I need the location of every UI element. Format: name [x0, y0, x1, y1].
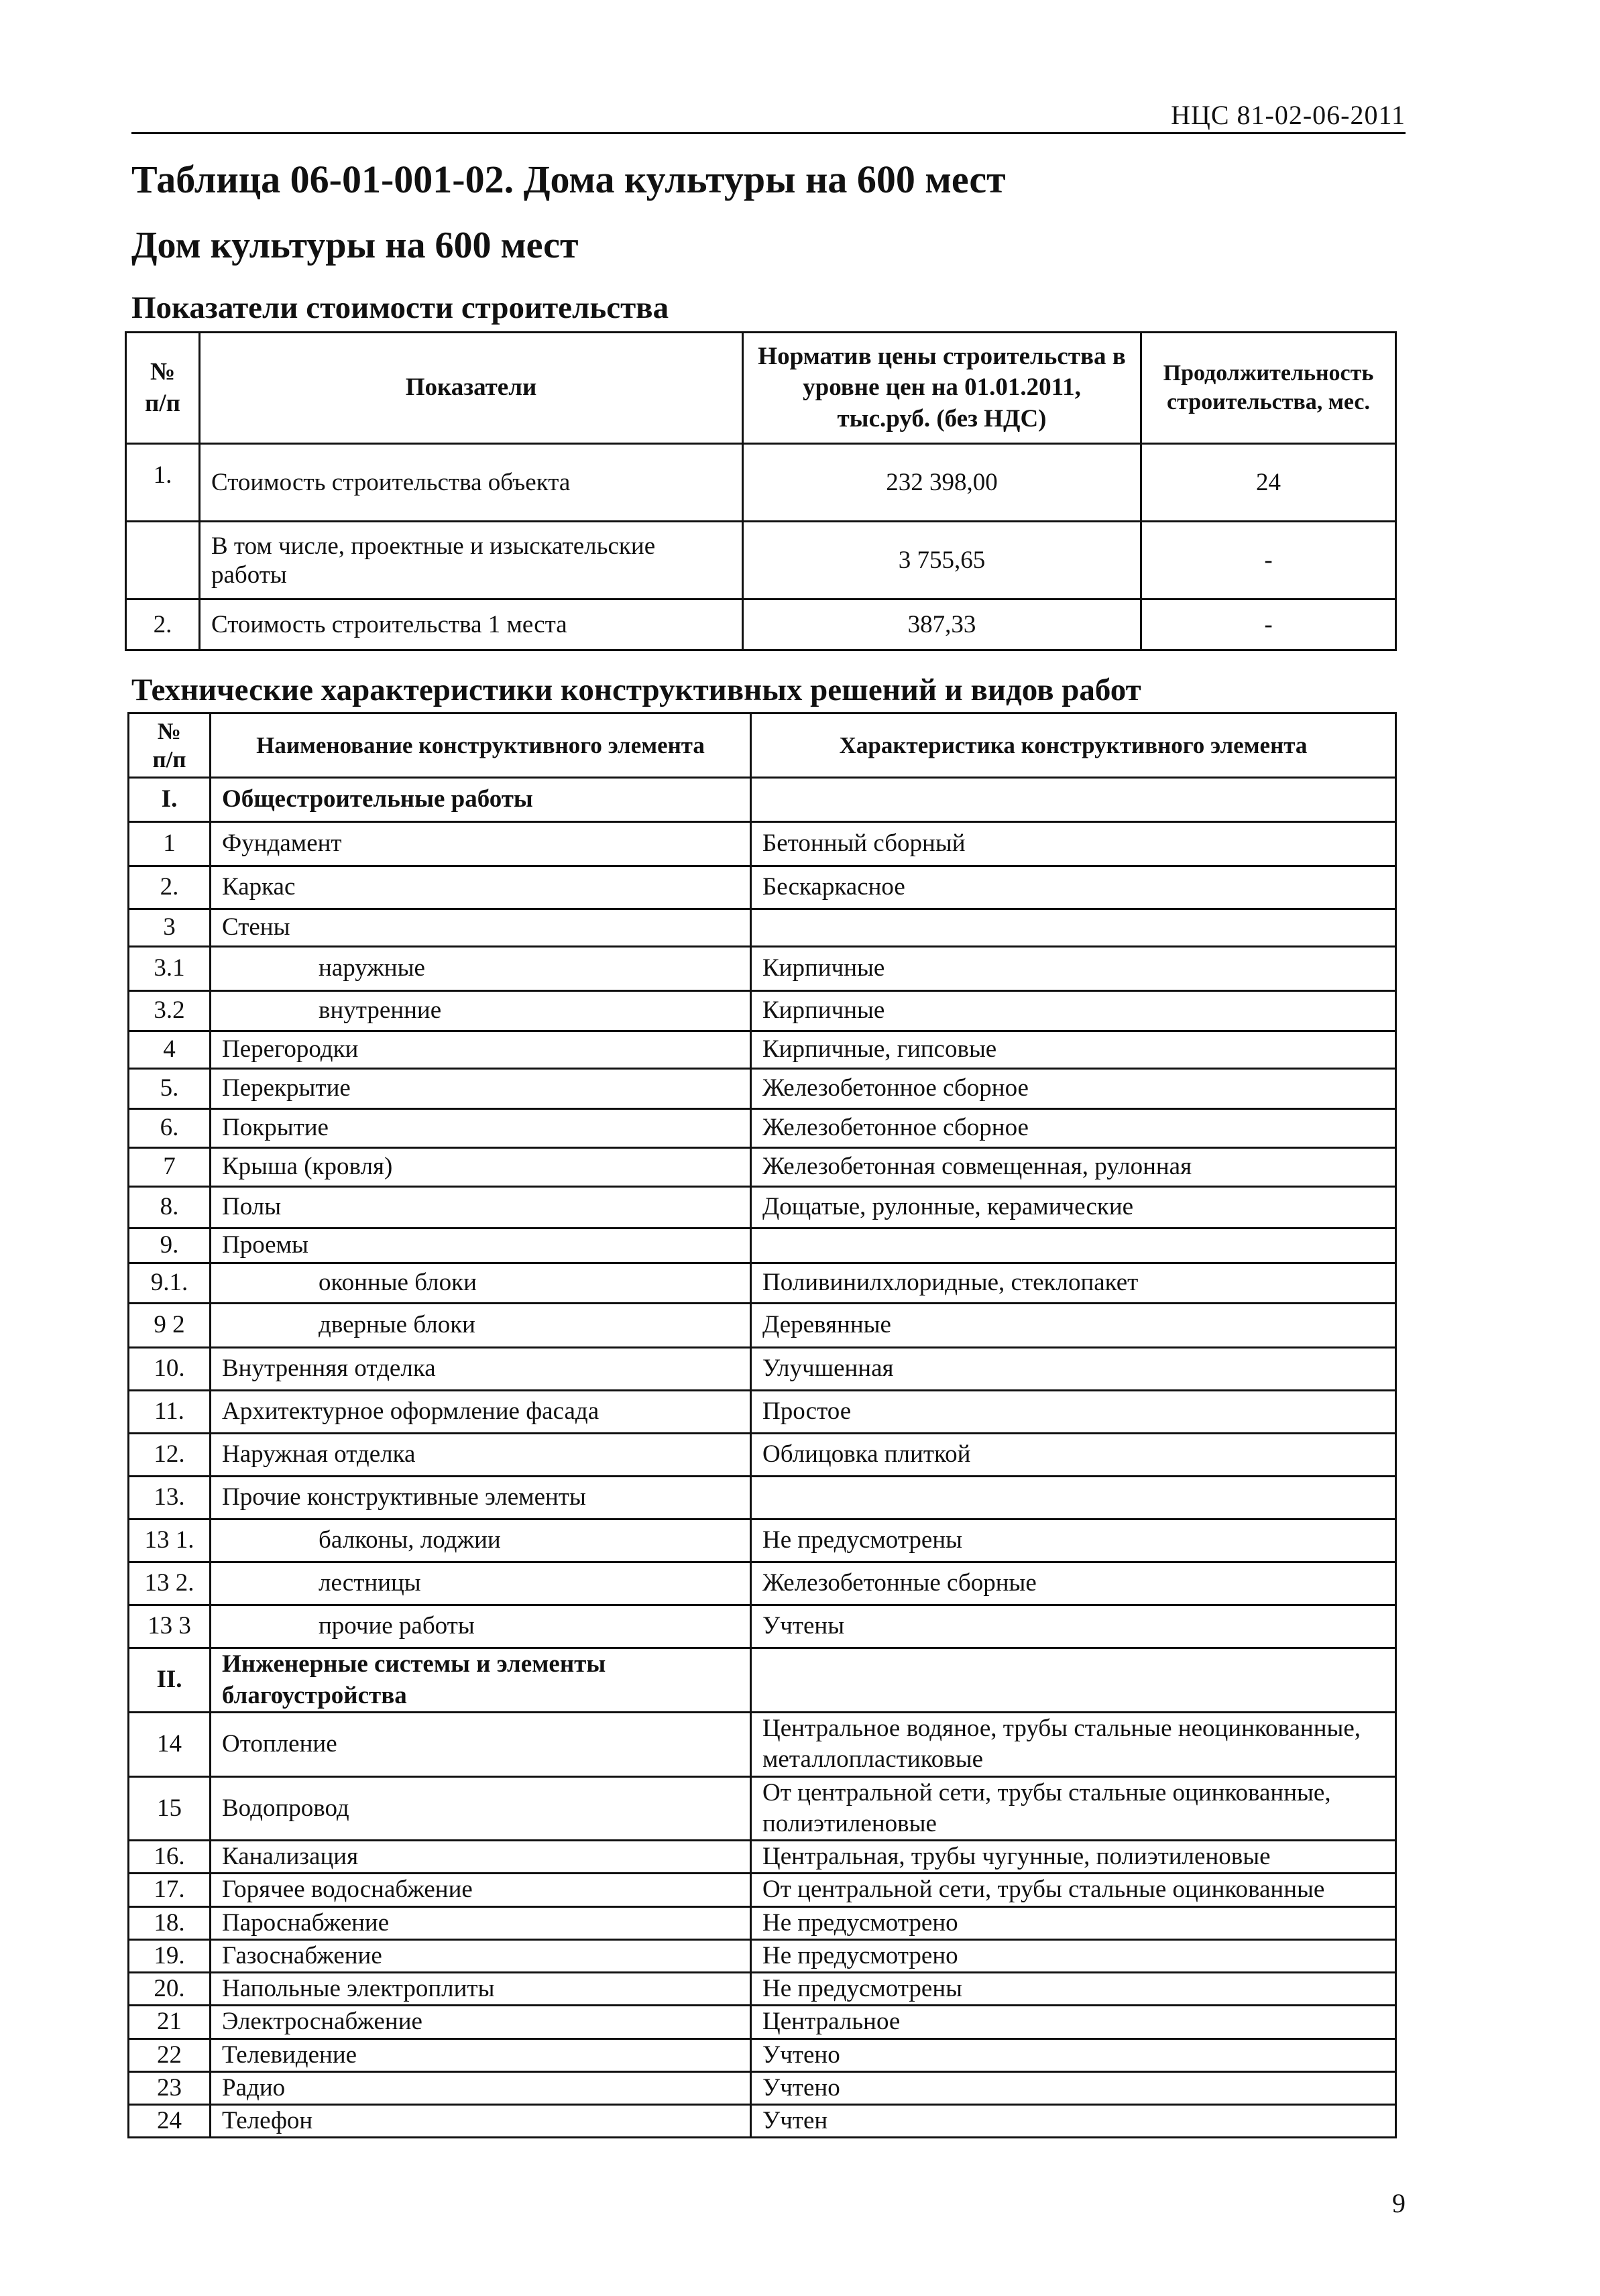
tech-row-element-name: наружные — [211, 947, 751, 991]
tech-row — [129, 1776, 1396, 1841]
tech-table — [127, 712, 1397, 2138]
tech-row-element-char: Центральное водяное, трубы стальные неоцинкованные, металлопластиковые — [751, 1713, 1396, 1777]
tech-row-element-name: Напольные электроплиты — [211, 1973, 751, 2006]
cost-row-num: 2. — [126, 599, 200, 650]
tech-row — [129, 909, 1396, 947]
col-header-num: № п/п — [126, 333, 200, 444]
tech-row-element-char: Не предусмотрено — [751, 1939, 1396, 1972]
col-header-price-norm: Норматив цены строительства в уровне цен на 01.01.2011, тыс.руб. (без НДС) — [743, 333, 1141, 444]
tech-row-num: 9.1. — [129, 1263, 211, 1304]
document-code: НЦС 81-02-06-2011 — [1171, 100, 1406, 130]
tech-row-element-name: Общестроительные работы — [211, 778, 751, 822]
tech-row-element-name: Фундамент — [211, 822, 751, 866]
tech-row-element-name: Инженерные системы и элементы благоустройства — [211, 1648, 751, 1713]
tech-row — [129, 991, 1396, 1031]
tech-row-element-char: Не предусмотрены — [751, 1973, 1396, 2006]
tech-row-element-char — [751, 1228, 1396, 1263]
tech-row-element-name: Отопление — [211, 1713, 751, 1777]
tech-row — [129, 1304, 1396, 1348]
tech-row-num: II. — [129, 1648, 211, 1713]
tech-row-element-name: дверные блоки — [211, 1304, 751, 1348]
tech-row-num: 11. — [129, 1391, 211, 1434]
tech-row-element-name: Канализация — [211, 1841, 751, 1874]
tech-row-num: 22 — [129, 2039, 211, 2071]
tech-row-num: 20. — [129, 1973, 211, 2006]
cost-row-duration: 24 — [1141, 444, 1396, 522]
col-header-num: № п/п — [129, 713, 211, 778]
tech-row-num: 3 — [129, 909, 211, 947]
tech-row-element-name: Архитектурное оформление фасада — [211, 1391, 751, 1434]
tech-row-element-char: Центральное — [751, 2006, 1396, 2039]
tech-row-element-char: Учтен — [751, 2105, 1396, 2138]
tech-row-element-char — [751, 1648, 1396, 1713]
tech-header-row — [129, 713, 1396, 778]
tech-row-element-name: Перегородки — [211, 1031, 751, 1069]
tech-row — [129, 1605, 1396, 1648]
tech-row-element-char: От центральной сети, трубы стальные оцинкованные — [751, 1874, 1396, 1906]
col-header-element-char: Характеристика конструктивного элемента — [751, 713, 1396, 778]
tech-row — [129, 1434, 1396, 1477]
tech-row-element-char: Не предусмотрены — [751, 1519, 1396, 1562]
tech-row-element-char: Деревянные — [751, 1304, 1396, 1348]
tech-row-num: I. — [129, 778, 211, 822]
tech-row — [129, 822, 1396, 866]
tech-row-num: 13. — [129, 1477, 211, 1519]
tech-row-element-name: Проемы — [211, 1228, 751, 1263]
tech-row-num: 1 — [129, 822, 211, 866]
tech-row-num: 17. — [129, 1874, 211, 1906]
tech-row-num: 4 — [129, 1031, 211, 1069]
tech-row-element-name: Крыша (кровля) — [211, 1148, 751, 1187]
tech-row — [129, 1348, 1396, 1391]
tech-row-num: 3.2 — [129, 991, 211, 1031]
tech-row-element-name: балконы, лоджии — [211, 1519, 751, 1562]
tech-row-num: 13 2. — [129, 1562, 211, 1605]
tech-row-element-char: Учтено — [751, 2071, 1396, 2104]
tech-row-element-name: Электроснабжение — [211, 2006, 751, 2039]
tech-row-num: 23 — [129, 2071, 211, 2104]
tech-row — [129, 2039, 1396, 2071]
tech-row-element-name: Перекрытие — [211, 1069, 751, 1109]
cost-row-price: 387,33 — [743, 599, 1141, 650]
header-rule — [131, 132, 1406, 134]
tech-row-element-name: Полы — [211, 1187, 751, 1228]
tech-row — [129, 1648, 1396, 1713]
tech-row-num: 13 3 — [129, 1605, 211, 1648]
tech-row — [129, 1874, 1396, 1906]
tech-row-element-name: Наружная отделка — [211, 1434, 751, 1477]
tech-row — [129, 1031, 1396, 1069]
tech-row — [129, 1562, 1396, 1605]
tech-row-element-char: Учтено — [751, 2039, 1396, 2071]
cost-row-price: 232 398,00 — [743, 444, 1141, 522]
tech-row-num: 16. — [129, 1841, 211, 1874]
cost-row-label: Стоимость строительства 1 места — [200, 599, 743, 650]
tech-section-heading: Технические характеристики конструктивных решений и видов работ — [131, 673, 1141, 707]
tech-row — [129, 2071, 1396, 2104]
tech-row — [129, 1713, 1396, 1777]
cost-header-row — [126, 333, 1396, 444]
tech-row — [129, 1109, 1396, 1148]
tech-row-element-char: Кирпичные — [751, 947, 1396, 991]
tech-row-element-char: Кирпичные, гипсовые — [751, 1031, 1396, 1069]
tech-row — [129, 778, 1396, 822]
tech-row-element-char: Железобетонные сборные — [751, 1562, 1396, 1605]
tech-row-num: 13 1. — [129, 1519, 211, 1562]
tech-row-num: 9 2 — [129, 1304, 211, 1348]
cost-row — [126, 599, 1396, 650]
tech-row-num: 6. — [129, 1109, 211, 1148]
tech-row-element-name: Прочие конструктивные элементы — [211, 1477, 751, 1519]
tech-row-element-char: Улучшенная — [751, 1348, 1396, 1391]
cost-table — [125, 331, 1397, 651]
tech-row-element-char: Учтены — [751, 1605, 1396, 1648]
tech-row-element-char: Бескаркасное — [751, 866, 1396, 909]
tech-row-element-name: Внутренняя отделка — [211, 1348, 751, 1391]
tech-row-element-char: Бетонный сборный — [751, 822, 1396, 866]
tech-row-element-name: Каркас — [211, 866, 751, 909]
tech-row-element-name: внутренние — [211, 991, 751, 1031]
tech-row-num: 15 — [129, 1776, 211, 1841]
tech-row-element-char: Железобетонное сборное — [751, 1069, 1396, 1109]
tech-row-element-char: Железобетонное сборное — [751, 1109, 1396, 1148]
object-title: Дом культуры на 600 мест — [131, 225, 579, 266]
tech-row — [129, 1906, 1396, 1939]
tech-row-element-name: Радио — [211, 2071, 751, 2104]
tech-row-element-name: Телевидение — [211, 2039, 751, 2071]
tech-row-num: 8. — [129, 1187, 211, 1228]
tech-row-element-name: Телефон — [211, 2105, 751, 2138]
tech-row — [129, 1973, 1396, 2006]
col-header-element-name: Наименование конструктивного элемента — [211, 713, 751, 778]
tech-row — [129, 1939, 1396, 1972]
tech-row-num: 9. — [129, 1228, 211, 1263]
tech-row-element-char: Не предусмотрено — [751, 1906, 1396, 1939]
tech-row — [129, 1069, 1396, 1109]
tech-row-element-name: Покрытие — [211, 1109, 751, 1148]
col-header-indicators: Показатели — [200, 333, 743, 444]
tech-row — [129, 947, 1396, 991]
tech-row-element-char — [751, 1477, 1396, 1519]
tech-row-element-char: Простое — [751, 1391, 1396, 1434]
tech-row-element-name: лестницы — [211, 1562, 751, 1605]
tech-row — [129, 1228, 1396, 1263]
tech-row-element-char: От центральной сети, трубы стальные оцинкованные, полиэтиленовые — [751, 1776, 1396, 1841]
cost-row-num — [126, 522, 200, 599]
tech-row-num: 12. — [129, 1434, 211, 1477]
tech-table-body — [129, 778, 1396, 2138]
cost-section-heading: Показатели стоимости строительства — [131, 290, 669, 325]
tech-row-element-char: Облицовка плиткой — [751, 1434, 1396, 1477]
cost-row — [126, 522, 1396, 599]
tech-row-num: 3.1 — [129, 947, 211, 991]
tech-row-num: 21 — [129, 2006, 211, 2039]
tech-row — [129, 1477, 1396, 1519]
table-title: Таблица 06-01-001-02. Дома культуры на 600 мест — [131, 158, 1006, 201]
tech-row-element-char: Кирпичные — [751, 991, 1396, 1031]
tech-row-element-name: Газоснабжение — [211, 1939, 751, 1972]
cost-row-price: 3 755,65 — [743, 522, 1141, 599]
tech-row — [129, 1841, 1396, 1874]
page-number: 9 — [1392, 2188, 1406, 2218]
cost-row-num: 1. — [126, 444, 200, 522]
tech-row-element-char: Железобетонная совмещенная, рулонная — [751, 1148, 1396, 1187]
tech-row-num: 10. — [129, 1348, 211, 1391]
tech-row-num: 24 — [129, 2105, 211, 2138]
tech-row-num: 5. — [129, 1069, 211, 1109]
tech-row-element-name: Водопровод — [211, 1776, 751, 1841]
tech-row-element-name: оконные блоки — [211, 1263, 751, 1304]
tech-row — [129, 2006, 1396, 2039]
cost-row-duration: - — [1141, 599, 1396, 650]
tech-row — [129, 1519, 1396, 1562]
tech-row-element-char — [751, 909, 1396, 947]
tech-row-element-char: Дощатые, рулонные, керамические — [751, 1187, 1396, 1228]
cost-row-label: В том числе, проектные и изыскательские работы — [200, 522, 743, 599]
cost-row-duration: - — [1141, 522, 1396, 599]
tech-row-element-name: Горячее водоснабжение — [211, 1874, 751, 1906]
cost-row-label: Стоимость строительства объекта — [200, 444, 743, 522]
tech-row — [129, 866, 1396, 909]
tech-row — [129, 1263, 1396, 1304]
tech-row-element-char: Центральная, трубы чугунные, полиэтиленовые — [751, 1841, 1396, 1874]
tech-row-num: 14 — [129, 1713, 211, 1777]
tech-row-element-char: Поливинилхлоридные, стеклопакет — [751, 1263, 1396, 1304]
tech-row-element-name: прочие работы — [211, 1605, 751, 1648]
tech-row — [129, 1187, 1396, 1228]
tech-row-element-name: Пароснабжение — [211, 1906, 751, 1939]
tech-row-element-char — [751, 778, 1396, 822]
cost-row — [126, 444, 1396, 522]
tech-row — [129, 1148, 1396, 1187]
tech-row — [129, 1391, 1396, 1434]
tech-row-element-name: Стены — [211, 909, 751, 947]
tech-row — [129, 2105, 1396, 2138]
tech-row-num: 7 — [129, 1148, 211, 1187]
tech-row-num: 2. — [129, 866, 211, 909]
tech-row-num: 18. — [129, 1906, 211, 1939]
col-header-duration: Продолжительность строительства, мес. — [1141, 333, 1396, 444]
tech-row-num: 19. — [129, 1939, 211, 1972]
